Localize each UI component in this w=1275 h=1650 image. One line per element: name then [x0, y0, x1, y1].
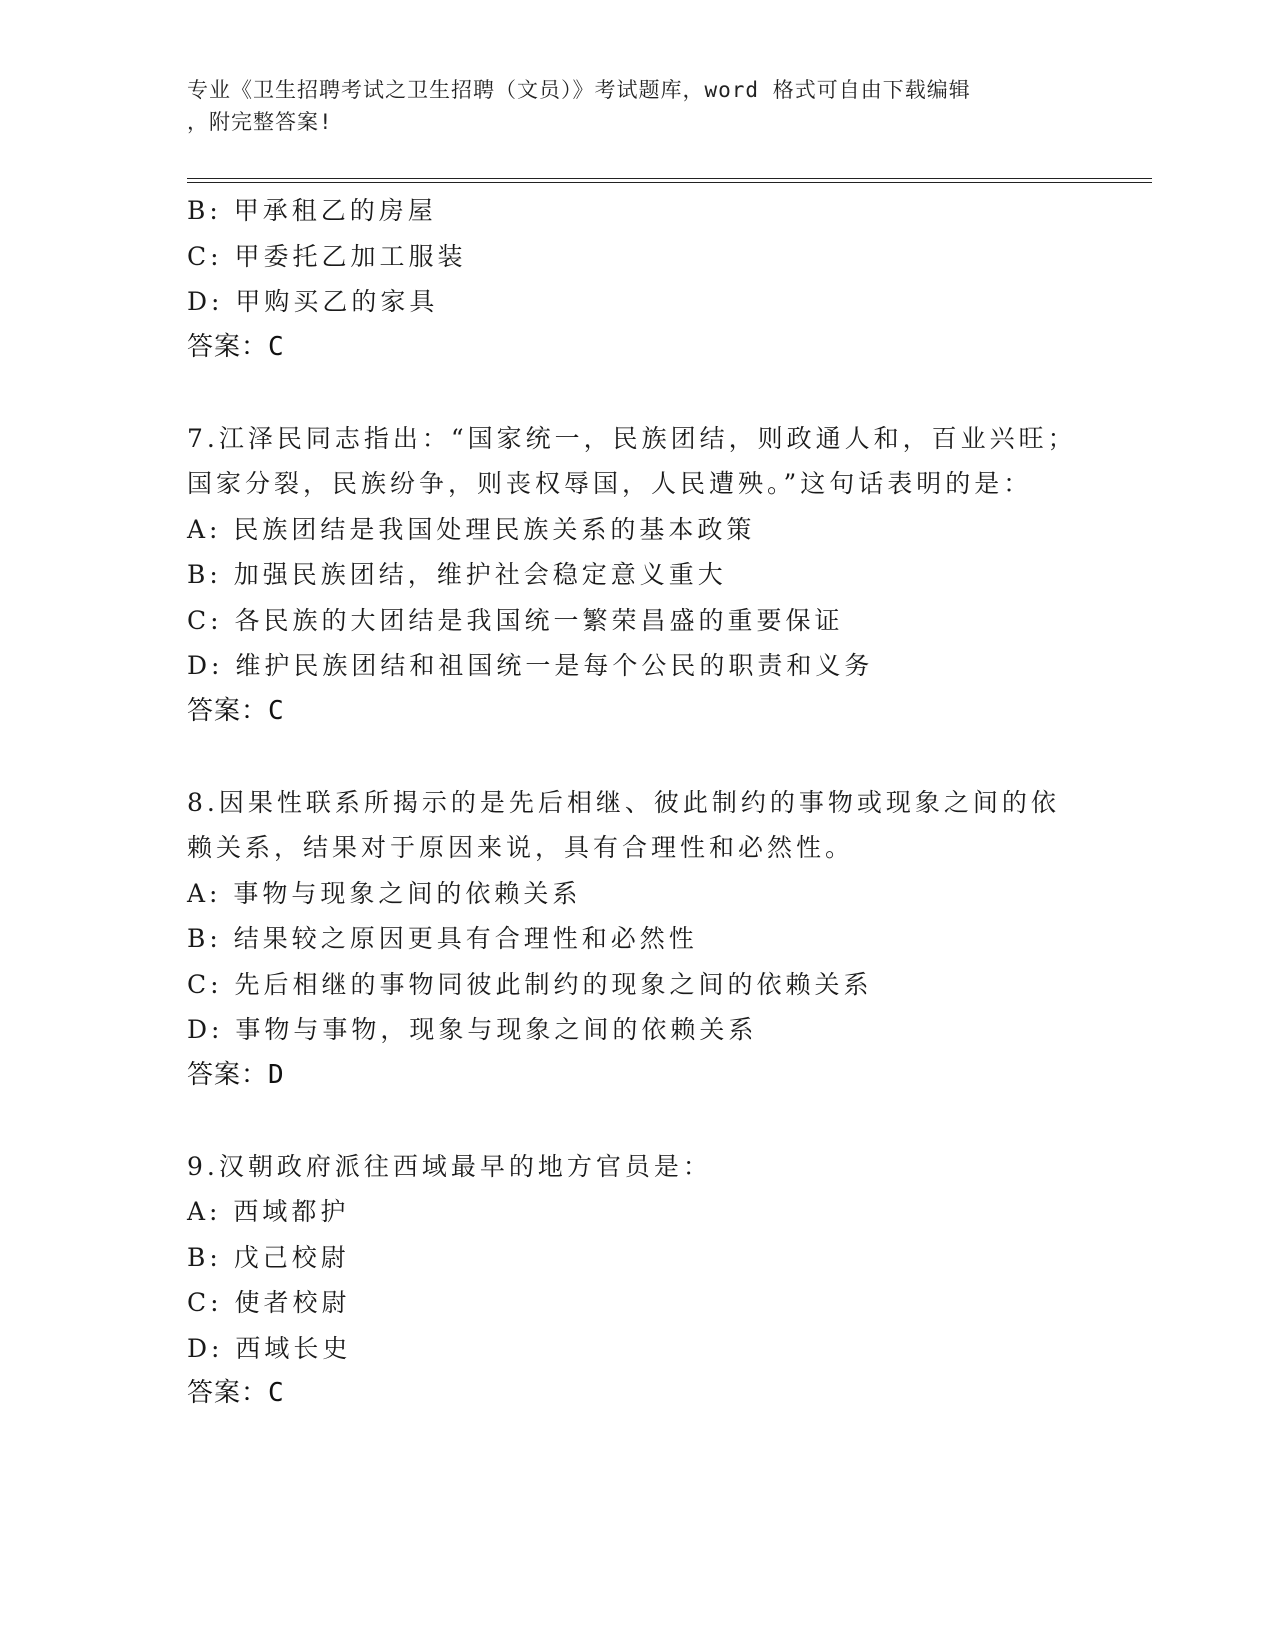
- answer-label: 答案：: [187, 1059, 269, 1090]
- question-stem-line-2: 国家分裂，民族纷争，则丧权辱国，人民遭殃。”这句话表明的是：: [187, 469, 1033, 498]
- header-line-2: ，附完整答案!: [187, 110, 333, 134]
- spacer: [187, 1098, 1087, 1144]
- answer-line: [187, 1371, 1087, 1417]
- answer-line: [187, 689, 1087, 735]
- option-c: C: 使者校尉: [187, 1288, 351, 1317]
- answer-value: C: [268, 331, 285, 362]
- question-stem-line-1: 8.因果性联系所揭示的是先后相继、彼此制约的事物或现象之间的依: [187, 787, 1060, 817]
- answer-value: C: [268, 695, 285, 726]
- answer-label: 答案：: [187, 1378, 269, 1408]
- option-c: C: 先后相继的事物同彼此制约的现象之间的依赖关系: [187, 969, 873, 999]
- question-stem-line-1: 7.江泽民同志指出：“国家统一，民族团结，则政通人和，百业兴旺；: [187, 423, 1077, 453]
- question-9: [187, 1144, 1087, 1417]
- option-b: B: 加强民族团结，维护社会稳定意义重大: [187, 560, 727, 589]
- option-c: C: 甲委托乙加工服装: [187, 241, 467, 271]
- header-rule-bottom: [187, 182, 1152, 183]
- answer-line: [187, 325, 1087, 371]
- question-7: [187, 416, 1087, 735]
- question-stem-line-1: 9.汉朝政府派往西域最早的地方官员是：: [187, 1151, 712, 1181]
- spacer: [187, 734, 1087, 780]
- option-a: A: 事物与现象之间的依赖关系: [187, 878, 582, 908]
- answer-value: D: [268, 1059, 285, 1090]
- document-header: [187, 74, 1077, 138]
- question-content: [187, 188, 1087, 1417]
- option-a: A: 西域都护: [187, 1197, 350, 1226]
- option-b: B: 结果较之原因更具有合理性和必然性: [187, 924, 698, 953]
- header-rule-top: [187, 178, 1152, 179]
- option-d: D: 维护民族团结和祖国统一是每个公民的职责和义务: [187, 651, 874, 680]
- question-8: [187, 780, 1087, 1099]
- option-b: B: 戊己校尉: [187, 1242, 350, 1272]
- question-6: [187, 188, 1087, 370]
- answer-label: 答案：: [187, 695, 269, 726]
- answer-label: 答案：: [187, 331, 269, 362]
- spacer: [187, 370, 1087, 416]
- answer-line: [187, 1053, 1087, 1099]
- option-a: A: 民族团结是我国处理民族关系的基本政策: [187, 514, 756, 544]
- option-b: B: 甲承租乙的房屋: [187, 196, 437, 225]
- question-stem-line-2: 赖关系，结果对于原因来说，具有合理性和必然性。: [187, 833, 855, 862]
- option-d: D: 事物与事物，现象与现象之间的依赖关系: [187, 1015, 758, 1044]
- answer-value: C: [268, 1378, 285, 1408]
- option-d: D: 西域长史: [187, 1333, 352, 1363]
- option-c: C: 各民族的大团结是我国统一繁荣昌盛的重要保证: [187, 605, 844, 635]
- option-d: D: 甲购买乙的家具: [187, 287, 439, 316]
- header-line-1: 专业《卫生招聘考试之卫生招聘（文员）》考试题库，word 格式可自由下载编辑: [187, 78, 971, 102]
